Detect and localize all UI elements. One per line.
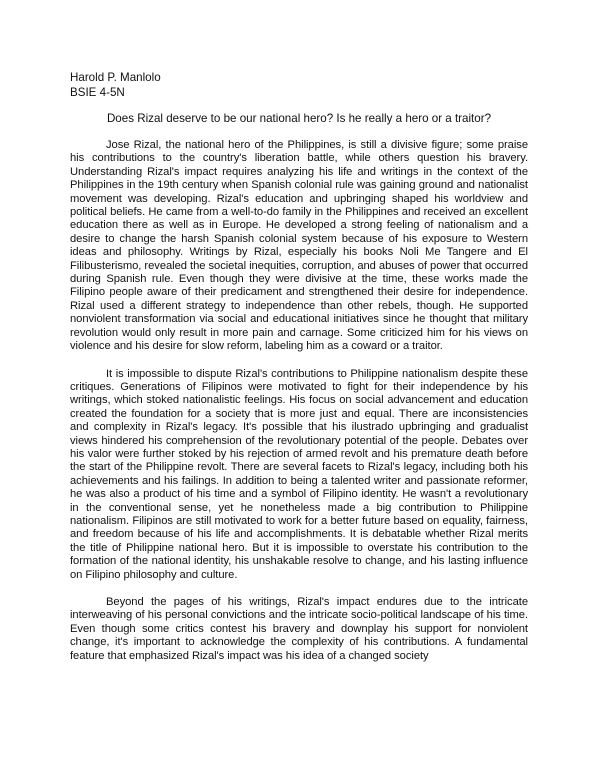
course-section: BSIE 4-5N: [70, 86, 125, 99]
paragraph-1: Jose Rizal, the national hero of the Philippines, is still a divisive figure; some praise his contributions to the country's liberation battle, while others question his bravery. Understanding Rizal's impact requires analyzing his life and writings in the context of the Philippines in the 19th century when Spanish colonial rule was gaining ground and nationalist movement was developing. Rizal's education and upbringing shaped his worldview and political beliefs. He came from a well-to-do family in the Philippines and received an excellent education there as well as in Europe. He developed a strong feeling of nationalism and a desire to change the harsh Spanish colonial system because of his exposure to Western ideas and philosophy. Writings by Rizal, especially his books Noli Me Tangere and El Filibusterismo, revealed the societal inequities, corruption, and abuses of power that occurred during Spanish rule. Even though they were divisive at the time, these works made the Filipino people aware of their predicament and strengthened their desire for independence. Rizal used a different strategy to independence than other rebels, though. He supported nonviolent transformation via social and educational initiatives since he thought that military revolution would only result in more pain and carnage. Some criticized him for his views on violence and his desire for slow reform, labeling him as a coward or a traitor.: [70, 139, 528, 353]
paragraph-2: It is impossible to dispute Rizal's contributions to Philippine nationalism despite these critiques. Generations of Filipinos were motivated to fight for their independence by his writings, which stoked nationalistic feelings. His focus on social advancement and education created the foundation for a society that is more just and equal. There are inconsistencies and complexity in Rizal's legacy. It's possible that his ilustrado upbringing and gradualist views hindered his comprehension of the revolutionary potential of the people. Debates over his valor were further stoked by his rejection of armed revolt and his premature death before the start of the Philippine revolt. There are several facets to Rizal's legacy, including both his achievements and his failings. In addition to being a talented writer and passionate reformer, he was also a product of his time and a symbol of Filipino identity. He wasn't a revolutionary in the conventional sense, yet he nonetheless made a big contribution to Philippine nationalism. Filipinos are still motivated to work for a better future based on equality, fairness, and freedom because of his life and accomplishments. It is debatable whether Rizal merits the title of Philippine national hero. But it is impossible to overstate his contribution to the formation of the national identity, his unshakable resolve to change, and his lasting influence on Filipino philosophy and culture.: [70, 367, 528, 581]
author-name: Harold P. Manlolo: [70, 71, 161, 84]
document-page: [70, 70, 528, 677]
essay-title: Does Rizal deserve to be our national hero? Is he really a hero or a traitor?: [106, 112, 492, 125]
paragraph-3: Beyond the pages of his writings, Rizal's impact endures due to the intricate interweaving of his personal convictions and the intricate socio-political landscape of his time. Even though some critics contest his bravery and downplay his support for nonviolent change, it's important to acknowledge the complexity of his contributions. A fundamental feature that emphasized Rizal's impact was his idea of a changed society: [70, 596, 528, 662]
